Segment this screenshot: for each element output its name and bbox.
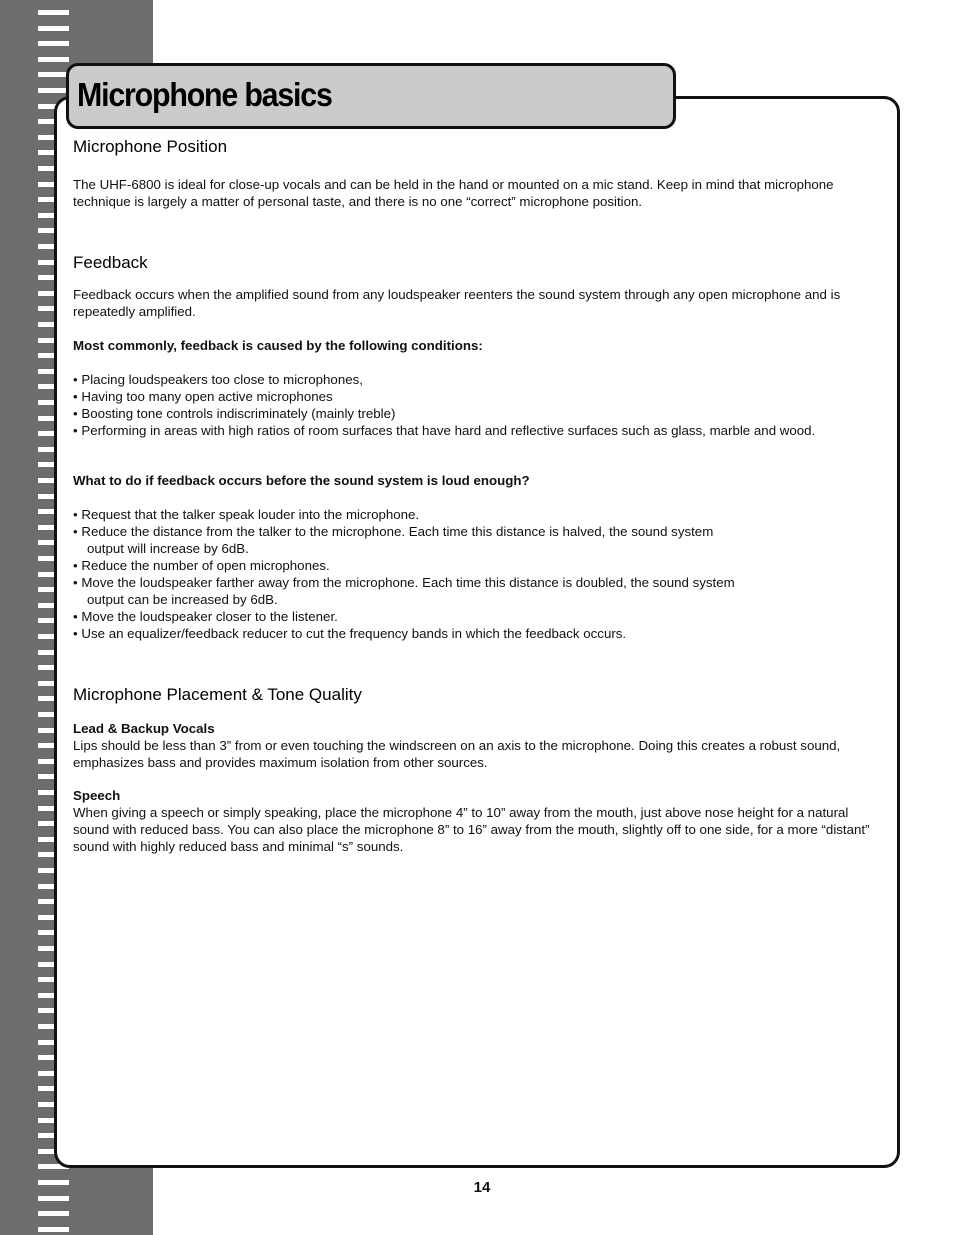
section-heading-feedback: Feedback: [73, 253, 148, 272]
list-item: • Move the loudspeaker closer to the listener.: [73, 609, 338, 624]
speech-subheading: Speech: [73, 788, 121, 803]
feedback-causes-heading: Most commonly, feedback is caused by the following conditions:: [73, 338, 483, 353]
list-item: • Placing loudspeakers too close to microphones,: [73, 372, 363, 387]
strip-dash: [38, 1196, 69, 1201]
list-item: • Reduce the number of open microphones.: [73, 558, 330, 573]
list-item: • Request that the talker speak louder into the microphone.: [73, 507, 420, 522]
list-item: • Performing in areas with high ratios of room surfaces that have hard and reflective surfaces such as glass, marble and wood.: [73, 423, 816, 438]
section-heading-position: Microphone Position: [73, 137, 228, 156]
strip-dash: [38, 10, 69, 15]
strip-dash: [38, 57, 69, 62]
strip-dash: [38, 88, 69, 93]
section-heading-placement: Microphone Placement & Tone Quality: [73, 685, 362, 704]
feedback-causes-list: [73, 371, 873, 439]
list-item: • Boosting tone controls indiscriminately (mainly treble): [73, 406, 396, 421]
list-item: • Reduce the distance from the talker to the microphone. Each time this distance is halved, the sound system: [73, 524, 714, 539]
vocals-subheading: Lead & Backup Vocals: [73, 721, 215, 736]
title-tab: [66, 63, 676, 129]
strip-dash: [38, 1211, 69, 1216]
position-paragraph: The UHF-6800 is ideal for close-up vocals and can be held in the hand or mounted on a mic stand. Keep in mind that microphone technique is largely a matter of personal taste, and there is no one “correct” microphone position.: [73, 177, 834, 209]
list-item: • Use an equalizer/feedback reducer to cut the frequency bands in which the feedback occurs.: [73, 626, 627, 641]
strip-dash: [38, 41, 69, 46]
strip-dash: [38, 1227, 69, 1232]
strip-dash: [38, 72, 69, 77]
feedback-intro: Feedback occurs when the amplified sound from any loudspeaker reenters the sound system through any open microphone and is repeatedly amplified.: [73, 287, 841, 319]
list-item-continuation: output will increase by 6dB.: [87, 541, 249, 556]
vocals-paragraph: Lips should be less than 3” from or even touching the windscreen on an axis to the microphone. Doing this creates a robust sound, emphasizes bass and provides maximum isolation from other sources.: [73, 738, 841, 770]
strip-dash: [38, 26, 69, 31]
list-item: • Move the loudspeaker farther away from the microphone. Each time this distance is doubled, the sound system: [73, 575, 735, 590]
list-item-continuation: output can be increased by 6dB.: [87, 592, 278, 607]
text-area: [73, 136, 873, 855]
list-item: • Having too many open active microphones: [73, 389, 333, 404]
page-title: Microphone basics: [77, 76, 332, 113]
speech-paragraph: When giving a speech or simply speaking, place the microphone 4” to 10” away from the mouth, just above nose height for a natural sound with reduced bass. You can also place the microphone 8” to 16” away from the mouth, slightly off to one side, for a more “distant” sound with highly reduced bass and minimal “s” sounds.: [73, 805, 870, 854]
feedback-remedies-list: [73, 506, 873, 642]
page-number: 14: [473, 1179, 491, 1196]
feedback-remedy-heading: What to do if feedback occurs before the sound system is loud enough?: [73, 473, 530, 488]
